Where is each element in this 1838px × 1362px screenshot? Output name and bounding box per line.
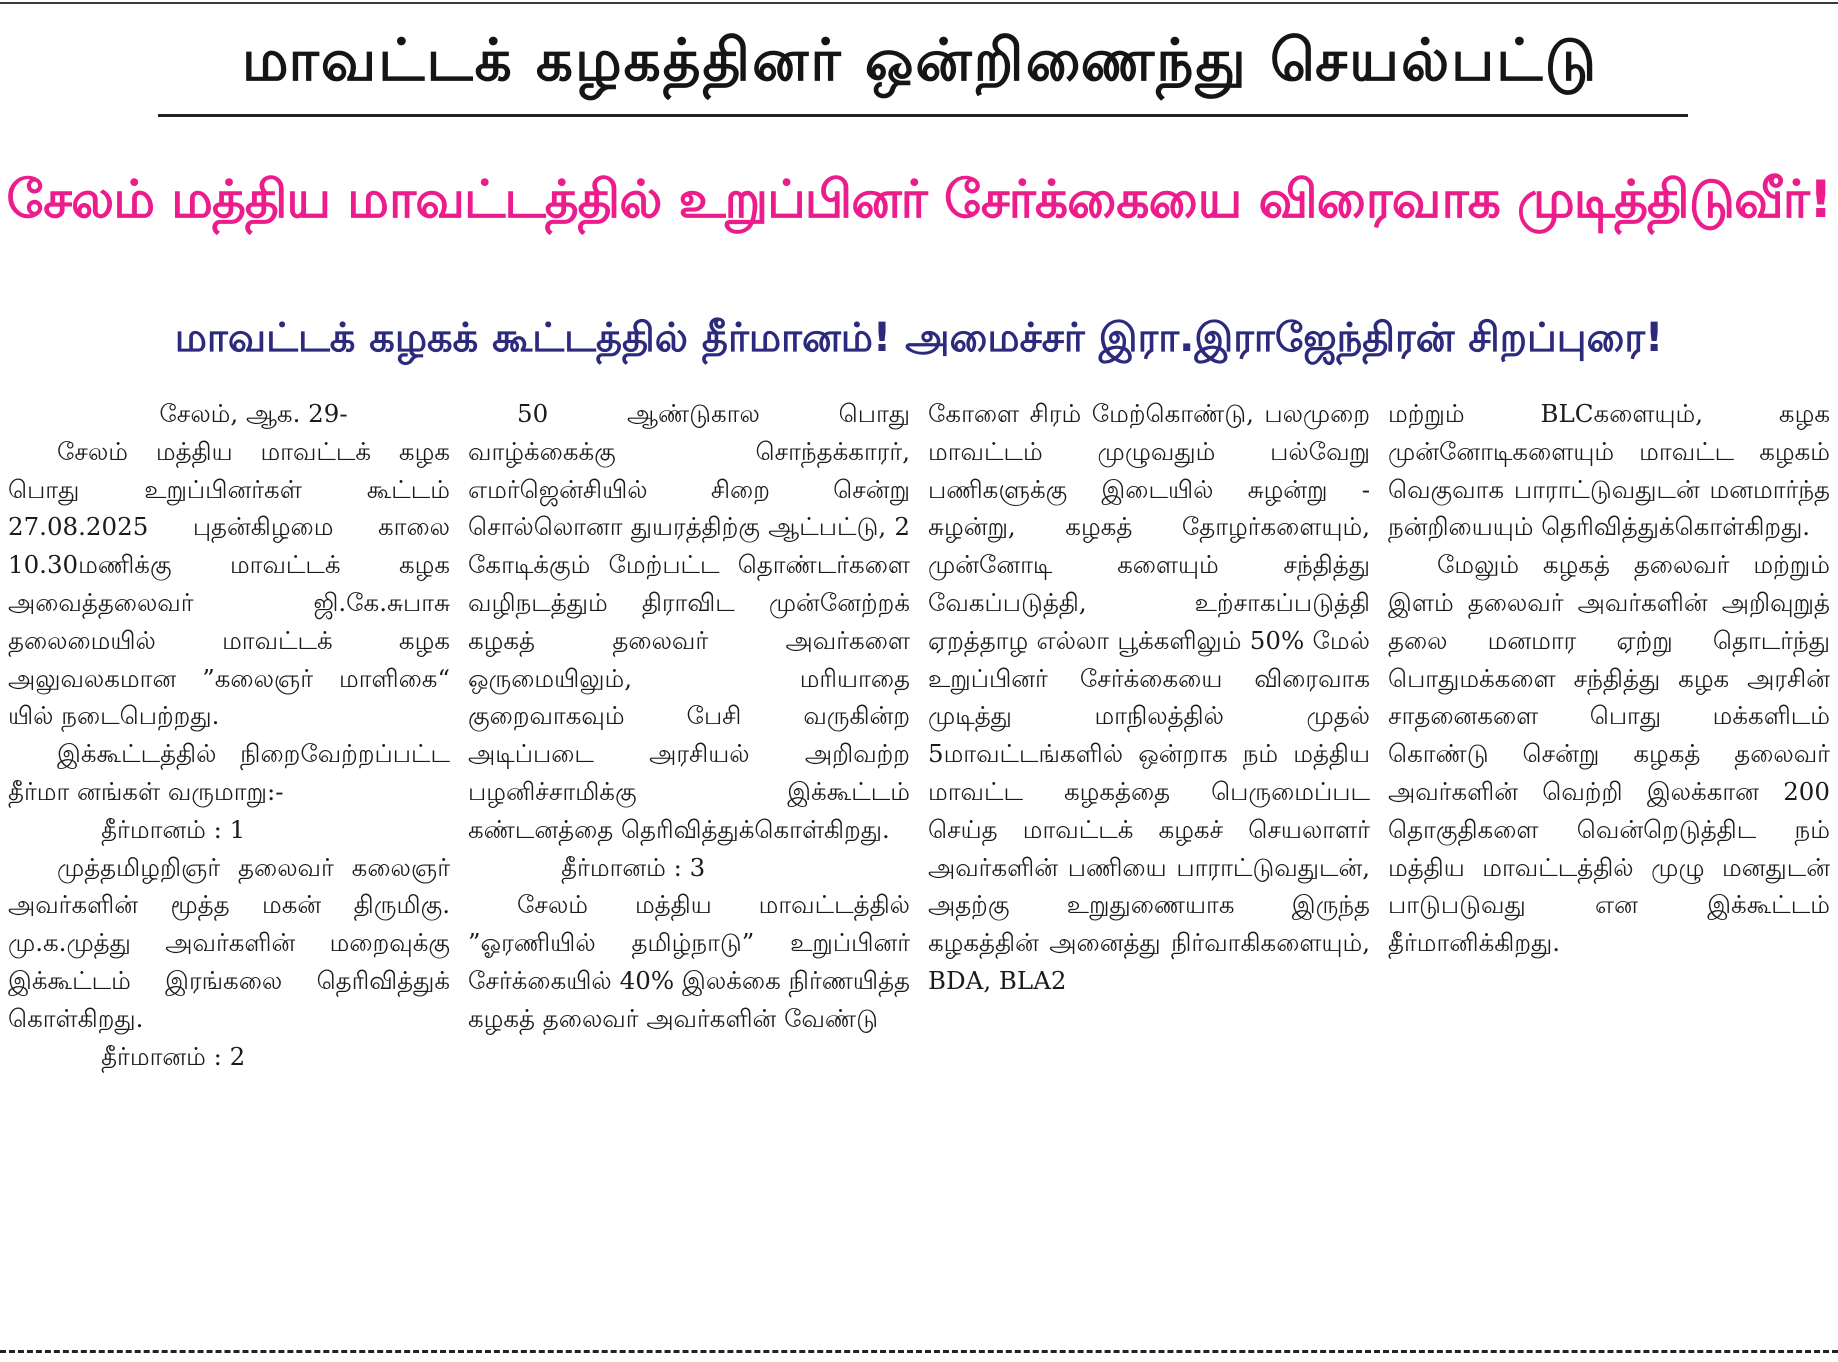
article-paragraph: கோளை சிரம் மேற்கொண்டு, பலமுறை மாவட்டம் முழுவதும் பல்வேறு பணிகளுக்கு இடையில் சுழன்று - சுழன்று, கழகத் தோழர்களையும், முன்னோடி களையும் சந்தித்து வேகப்படுத்தி, உற்சாகப்படுத்தி ஏறத்தாழ எல்லா பூக்களிலும் 50% மேல் உறுப்பினர் சேர்க்கையை விரைவாக முடித்து மாநிலத்தில் முதல் 5மாவட்டங்களில் ஒன்றாக நம் மத்திய மாவட்ட கழகத்தை பெருமைப்பட செய்த மாவட்டக் கழகச் செயலாளர் அவர்களின் பணியை பாராட்டுவதுடன், அதற்கு உறுதுணையாக இருந்த கழகத்தின் அனைத்து நிர்வாகிகளையும், BDA, BLA2 — [928, 399, 1370, 995]
article-column-3 — [928, 395, 1370, 1335]
article-paragraph: இக்கூட்டத்தில் நிறைவேற்றப்பட்ட தீர்மா னங்கள் வருமாறு:- — [8, 739, 450, 806]
resolution-heading: தீர்மானம் : 3 — [561, 852, 706, 882]
resolution-heading: தீர்மானம் : 1 — [101, 814, 246, 844]
article-paragraph: மற்றும் BLCகளையும், கழக முன்னோடிகளையும் மாவட்ட கழகம் வெகுவாக பாராட்டுவதுடன் மனமார்ந்த நன்றியையும் தெரிவித்துக்கொள்கிறது. — [1388, 399, 1830, 542]
resolution-heading: தீர்மானம் : 2 — [101, 1041, 246, 1071]
article-paragraph: மேலும் கழகத் தலைவர் மற்றும் இளம் தலைவர் அவர்களின் அறிவுறுத் தலை மனமார ஏற்று தொடர்ந்து பொதுமக்களை சந்தித்து கழக அரசின் சாதனைகளை பொது மக்களிடம் கொண்டு சென்று கழகத் தலைவர் அவர்களின் வெற்றி இலக்கான 200 தொகுதிகளை வென்றெடுத்திட நம் மத்திய மாவட்டத்தில் முழு மனதுடன் பாடுபடுவது என இக்கூட்டம் தீர்மானிக்கிறது. — [1388, 550, 1830, 958]
bottom-dashed-rule — [0, 1350, 1838, 1353]
article-paragraph: 50 ஆண்டுகால பொது வாழ்க்கைக்கு சொந்தக்காரர், எமர்ஜென்சியில் சிறை சென்று சொல்லொனா துயரத்திற்கு ஆட்பட்டு, 2 கோடிக்கும் மேற்பட்ட தொண்டர்களை வழிநடத்தும் திராவிட முன்னேற்றக் கழகத் தலைவர் அவர்களை ஒருமையிலும், மரியாதை குறைவாகவும் பேசி வருகின்ற அடிப்படை அரசியல் அறிவற்ற பழனிச்சாமிக்கு இக்கூட்டம் கண்டனத்தை தெரிவித்துக்கொள்கிறது. — [468, 399, 910, 844]
article-body — [8, 395, 1830, 1335]
article-column-4 — [1388, 395, 1830, 1335]
kicker-headline: மாவட்டக் கழகத்தினர் ஒன்றிணைந்து செயல்பட்டு — [241, 26, 1599, 94]
kicker-underline — [158, 114, 1688, 117]
top-rule — [0, 2, 1838, 4]
article-paragraph: சேலம் மத்திய மாவட்டத்தில் ”ஓரணியில் தமிழ்நாடு” உறுப்பினர் சேர்க்கையில் 40% இலக்கை நிர்ணயித்த கழகத் தலைவர் அவர்களின் வேண்டு — [468, 890, 910, 1033]
article-paragraph: சேலம் மத்திய மாவட்டக் கழக பொது உறுப்பினர்கள் கூட்டம் 27.08.2025 புதன்கிழமை காலை 10.30மணிக்கு மாவட்டக் கழக அவைத்தலைவர் ஜி.கே.சுபாசு தலைமையில் மாவட்டக் கழக அலுவலகமான ”கலைஞர் மாளிகை“ யில் நடைபெற்றது. — [8, 436, 450, 731]
article-column-2 — [468, 395, 910, 1335]
article-column-1 — [8, 395, 450, 1335]
main-headline: சேலம் மத்திய மாவட்டத்தில் உறுப்பினர் சேர்க்கையை விரைவாக முடித்திடுவீர்! — [6, 169, 1832, 230]
dateline: சேலம், ஆக. 29- — [159, 399, 348, 428]
sub-headline: மாவட்டக் கழகக் கூட்டத்தில் தீர்மானம்! அமைச்சர் இரா.இராஜேந்திரன் சிறப்புரை! — [174, 314, 1664, 361]
article-paragraph: முத்தமிழறிஞர் தலைவர் கலைஞர் அவர்களின் மூத்த மகன் திருமிகு. மு.க.முத்து அவர்களின் மறைவுக்கு இக்கூட்டம் இரங்கலை தெரிவித்துக் கொள்கிறது. — [8, 852, 450, 1033]
